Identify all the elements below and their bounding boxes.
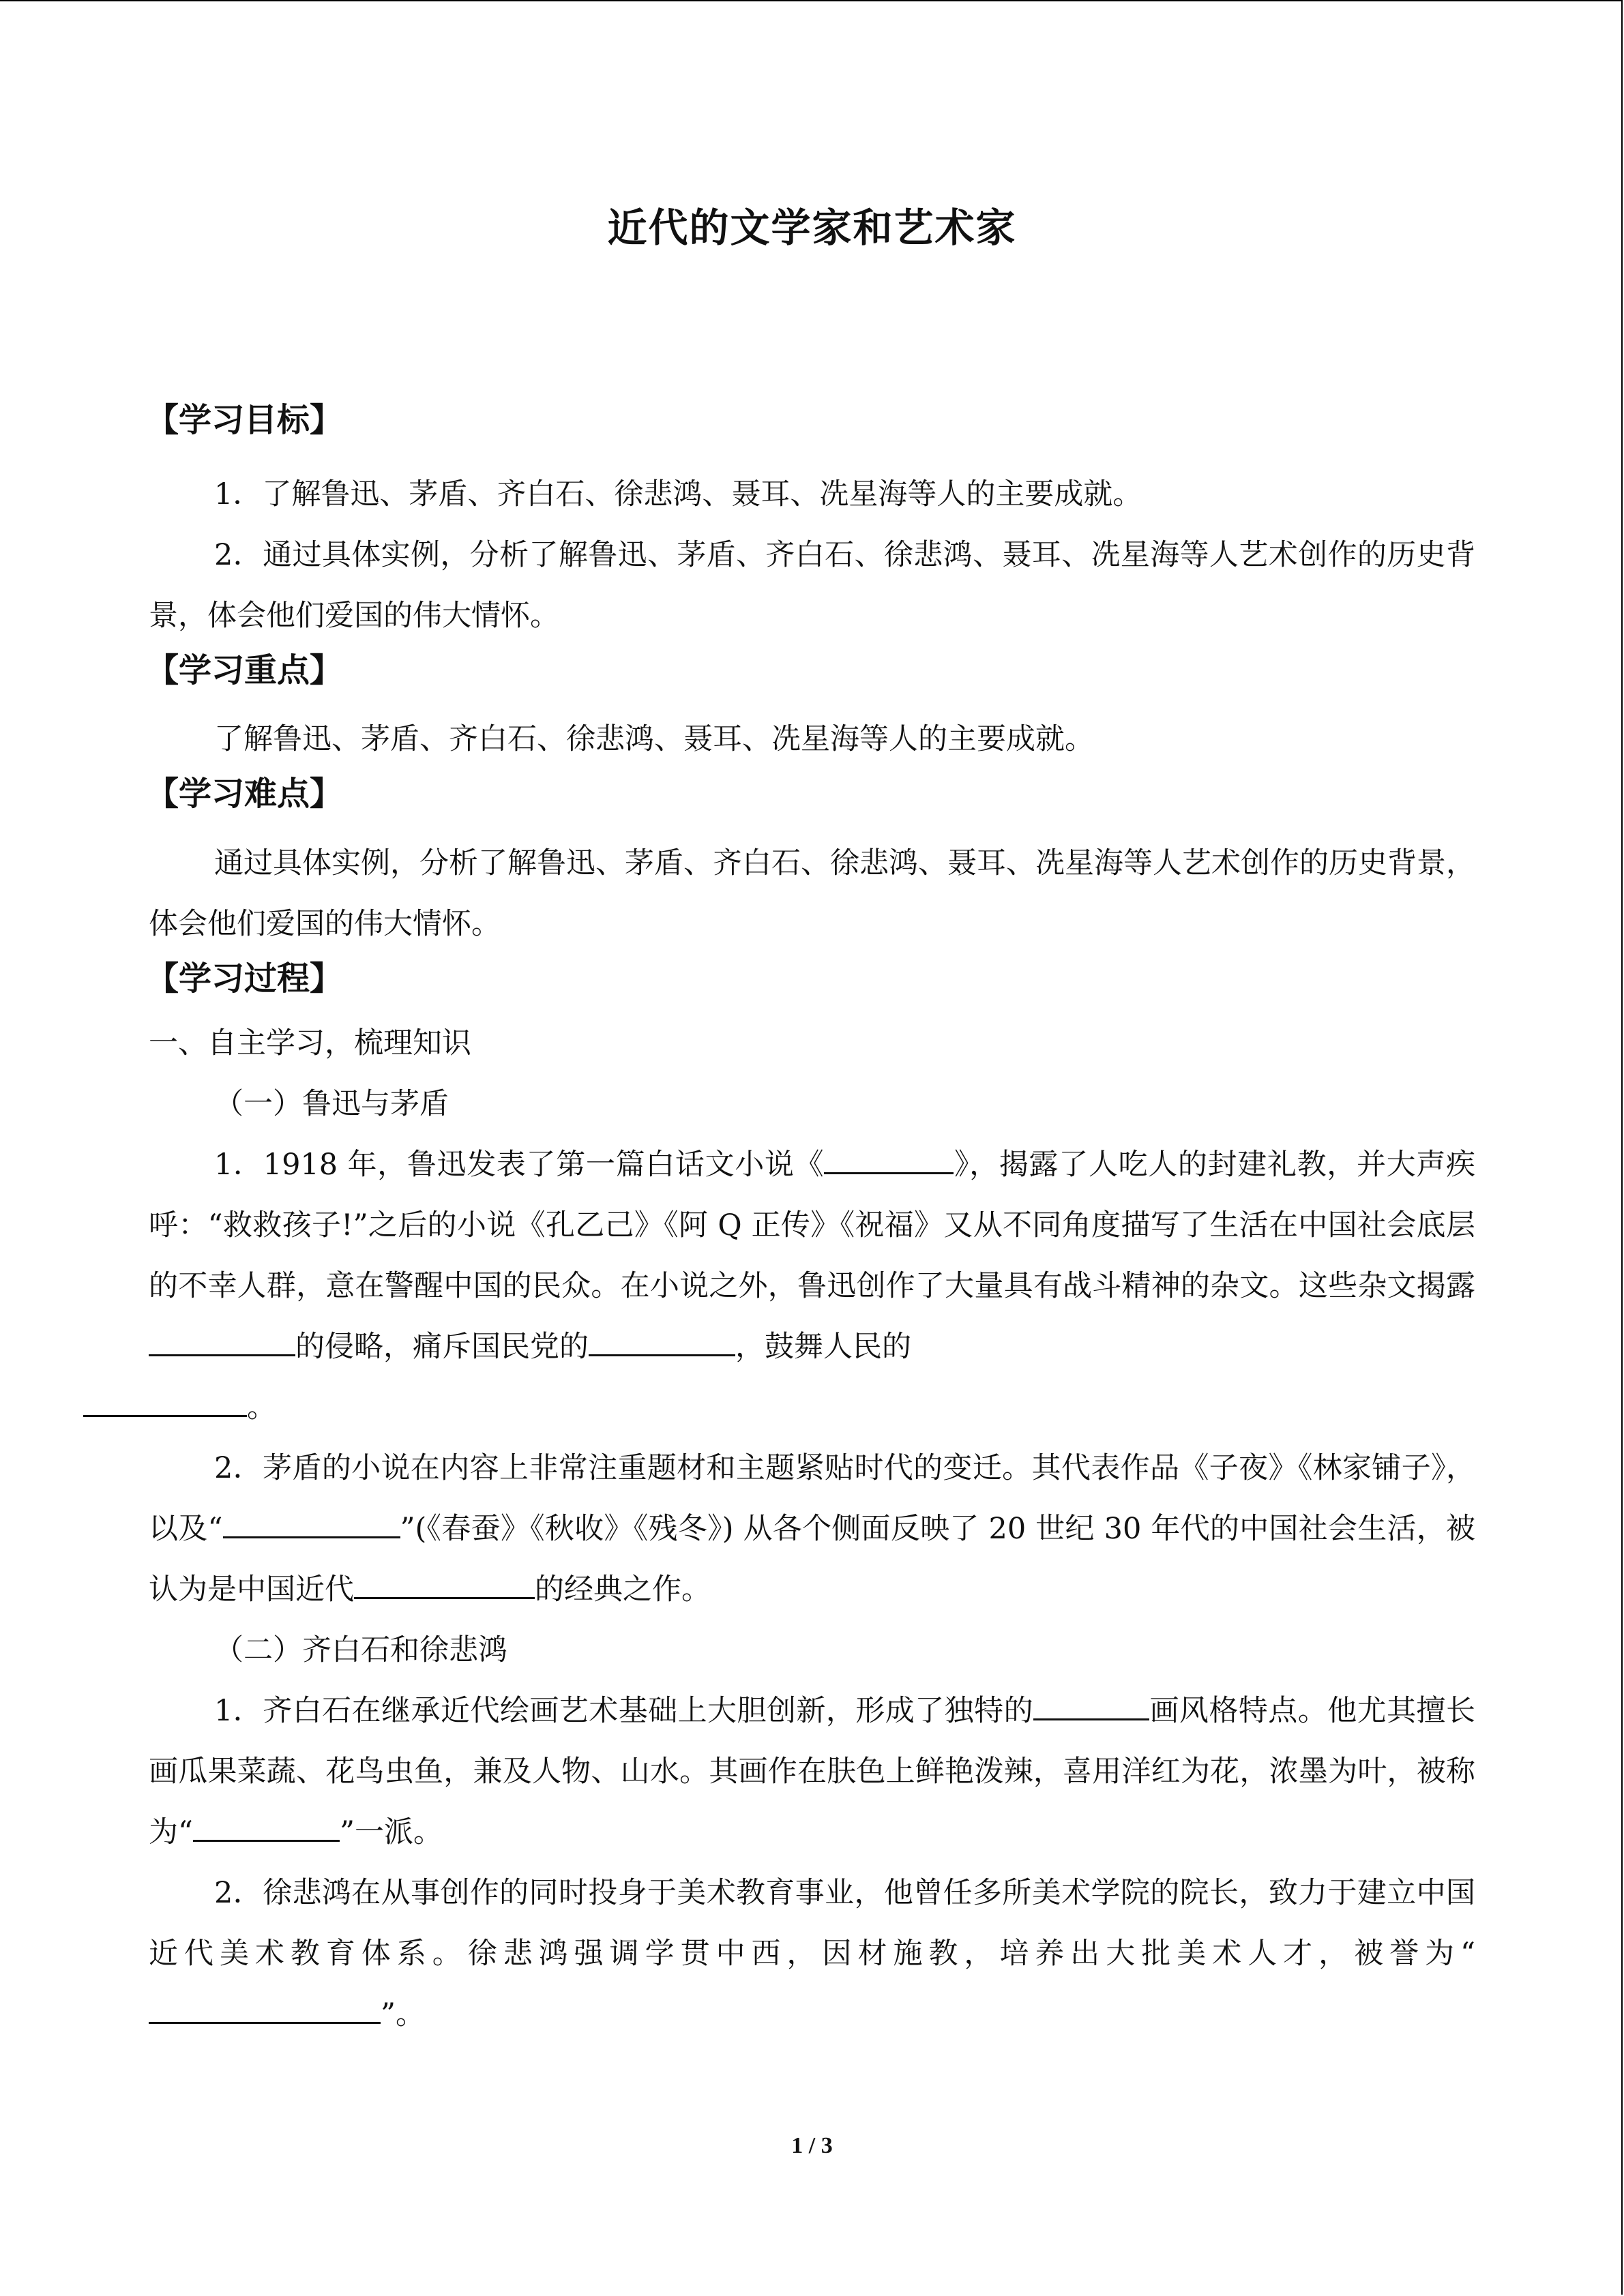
answer-blank[interactable]	[149, 1354, 295, 1356]
answer-blank[interactable]	[193, 1839, 340, 1842]
page-title: 近代的文学家和艺术家	[607, 205, 1017, 251]
answer-blank[interactable]	[149, 2021, 381, 2024]
section-1-title: 一、自主学习，梳理知识	[149, 1026, 471, 1061]
answer-blank[interactable]	[589, 1354, 735, 1356]
answer-blank[interactable]	[1033, 1718, 1149, 1720]
answer-blank[interactable]	[824, 1172, 954, 1174]
question-1: 1．1918 年，鲁迅发表了第一篇白话文小说《 》，揭露了人吃人的封建礼教，并大声疾呼：“救救孩子!”之后的小说《孔乙己》《阿 Q 正传》《祝福》又从不同角度描写了生活在中国社会底层的不幸人群，意在警醒中国的民众。在小说之外，鲁迅创作了大量具有战斗精神的杂文。这些杂文揭露的侵略，痛斥国民党的 ，鼓舞人民的 。	[149, 1135, 1475, 1438]
question-3: 1．齐白石在继承近代绘画艺术基础上大胆创新，形成了独特的 画风格特点。他尤其擅长画瓜果菜蔬、花鸟虫鱼，兼及人物、山水。其画作在肤色上鲜艳泼辣，喜用洋红为花，浓墨为叶，被称为“ ”一派。	[149, 1694, 1476, 1850]
objective-item-1: 1．了解鲁迅、茅盾、齐白石、徐悲鸿、聂耳、冼星海等人的主要成就。	[214, 477, 1142, 511]
objective-item-2: 2．通过具体实例，分析了解鲁迅、茅盾、齐白石、徐悲鸿、聂耳、冼星海等人艺术创作的历史背景，体会他们爱国的伟大情怀。	[149, 537, 1475, 633]
difficulties-heading: 【学习难点】	[146, 775, 343, 814]
key-points-text: 了解鲁迅、茅盾、齐白石、徐悲鸿、聂耳、冼星海等人的主要成就。	[214, 722, 1094, 757]
process-heading: 【学习过程】	[146, 959, 343, 998]
objectives-heading: 【学习目标】	[146, 400, 343, 439]
answer-blank[interactable]	[223, 1536, 400, 1538]
answer-blank[interactable]	[83, 1414, 247, 1417]
subsection-1-title: （一）鲁迅与茅盾	[214, 1087, 449, 1122]
answer-blank[interactable]	[354, 1596, 535, 1599]
key-points-heading: 【学习重点】	[146, 651, 343, 689]
document-body	[146, 205, 1476, 2045]
subsection-2-title: （二）齐白石和徐悲鸿	[214, 1633, 507, 1668]
page-number: 1 / 3	[791, 2133, 833, 2158]
question-2: 2．茅盾的小说在内容上非常注重题材和主题紧贴时代的变迁。其代表作品《子夜》《林家铺子》，以及“ ”(《春蚕》《秋收》《残冬》) 从各个侧面反映了 20 世纪 30 年代的中国社会生活，被认为是中国近代 的经典之作。	[149, 1451, 1476, 1607]
difficulties-text: 通过具体实例，分析了解鲁迅、茅盾、齐白石、徐悲鸿、聂耳、冼星海等人艺术创作的历史背景，体会他们爱国的伟大情怀。	[149, 846, 1475, 941]
question-4: 2．徐悲鸿在从事创作的同时投身于美术教育事业，他曾任多所美术学院的院长，致力于建立中国近代美术教育体系。徐悲鸿强调学贯中西，因材施教，培养出大批美术人才，被誉为“”。	[149, 1876, 1475, 2032]
